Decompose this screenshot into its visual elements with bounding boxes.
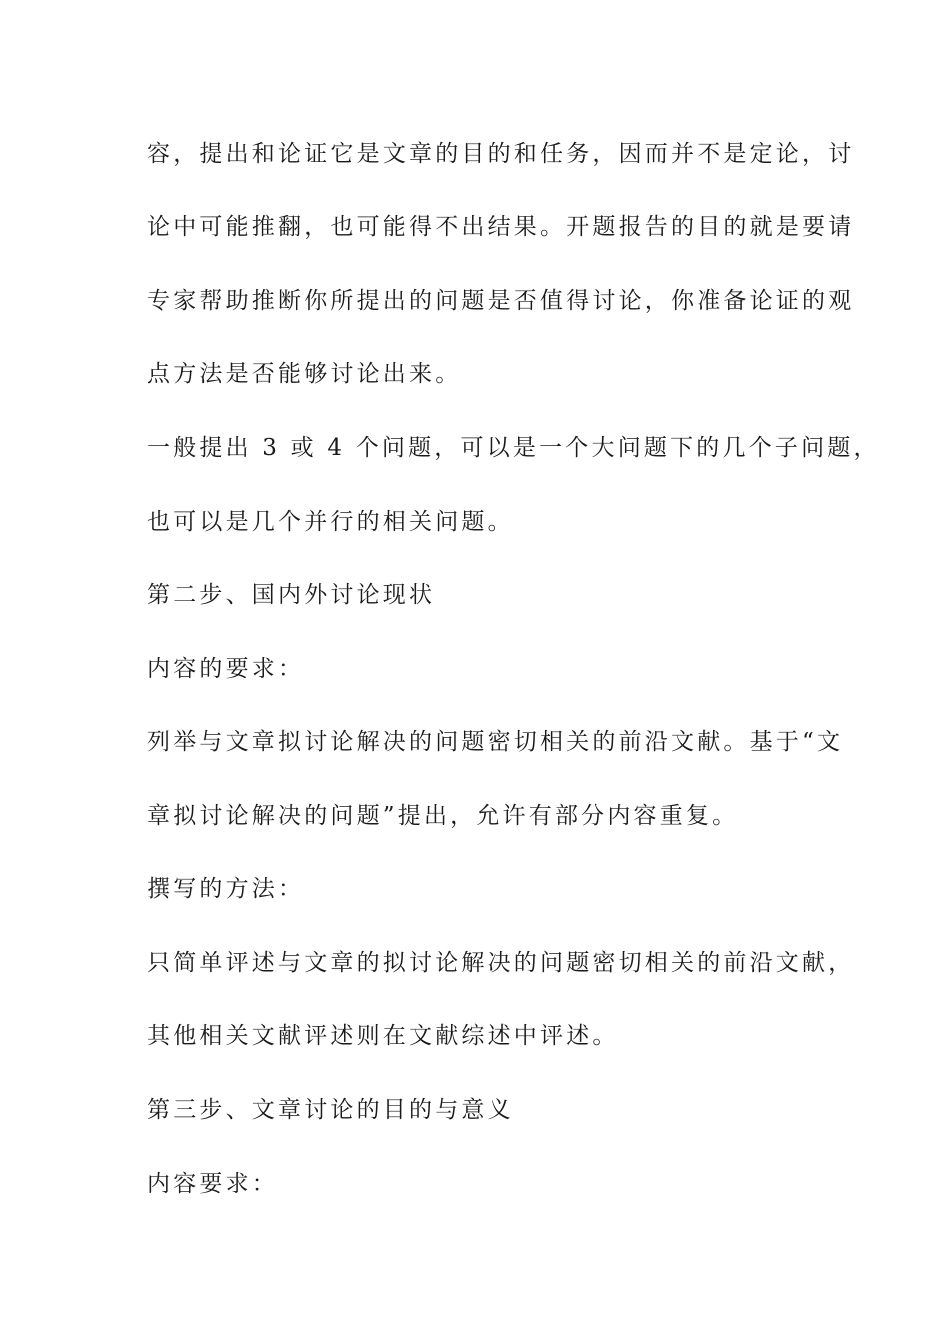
paragraph-line: 论中可能推翻，也可能得不出结果。开题报告的目的就是要请 <box>147 214 855 240</box>
paragraph-line: 只简单评述与文章的拟讨论解决的问题密切相关的前沿文献， <box>147 950 855 976</box>
subheading: 撰写的方法： <box>147 876 305 902</box>
paragraph-line: 列举与文章拟讨论解决的问题密切相关的前沿文献。基于“文 <box>147 729 844 755</box>
paragraph-line: 也可以是几个并行的相关问题。 <box>147 509 514 535</box>
subheading: 内容要求： <box>147 1171 278 1197</box>
subheading: 内容的要求： <box>147 656 305 682</box>
paragraph-line: 点方法是否能够讨论出来。 <box>147 361 462 387</box>
paragraph-line: 专家帮助推断你所提出的问题是否值得讨论，你准备论证的观 <box>147 288 855 314</box>
paragraph-line: 章拟讨论解决的问题”提出，允许有部分内容重复。 <box>147 803 739 829</box>
section-heading: 第三步、文章讨论的目的与意义 <box>147 1097 514 1123</box>
section-heading: 第二步、国内外讨论现状 <box>147 582 436 608</box>
paragraph-line: 一般提出 3 或 4 个问题，可以是一个大问题下的几个子问题， <box>147 435 880 461</box>
paragraph-line: 容，提出和论证它是文章的目的和任务，因而并不是定论，讨 <box>147 141 855 167</box>
paragraph-line: 其他相关文献评述则在文献综述中评述。 <box>147 1023 619 1049</box>
